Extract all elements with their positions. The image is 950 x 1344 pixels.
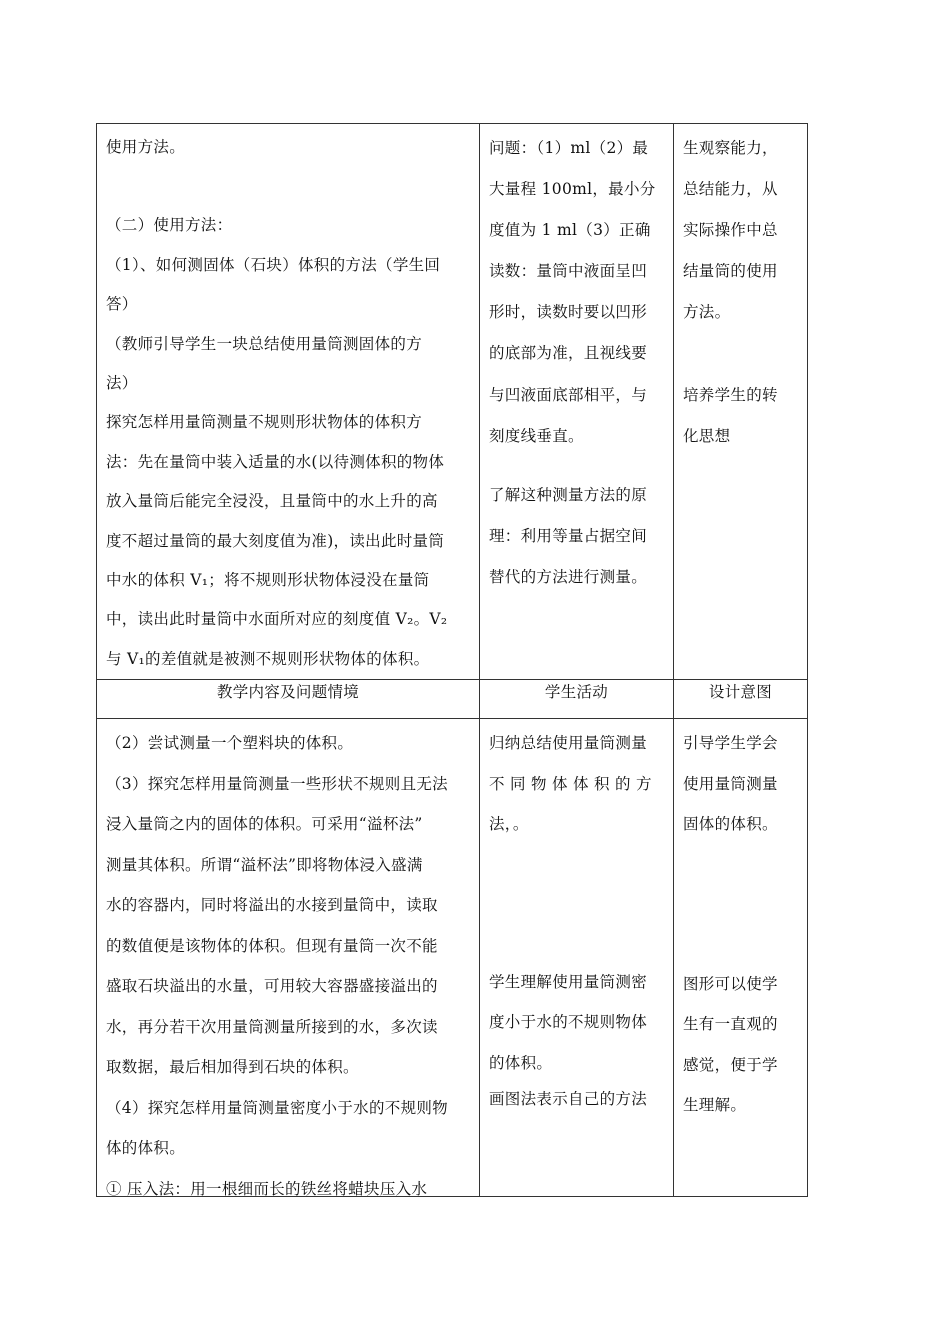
text-line: 引导学生学会: [683, 734, 778, 753]
text-line: 结量筒的使用: [683, 262, 778, 280]
text-line: 度小于水的不规则物体: [489, 1013, 648, 1032]
student-activity-cell: [480, 719, 674, 1197]
text-line: 理：利用等量占据空间: [489, 526, 648, 545]
text-line: （1）、如何测固体（石块）体积的方法（学生回: [106, 255, 441, 274]
text-line: 方法。: [683, 303, 731, 321]
text-line: 取数据，最后相加得到石块的体积。: [106, 1058, 359, 1077]
text-line: 测量其体积。所谓“溢杯法”即将物体浸入盛满: [106, 855, 423, 874]
text-line: 的数值便是该物体的体积。但现有量筒一次不能: [106, 936, 438, 955]
text-line: 答）: [106, 295, 138, 314]
text-line: 生观察能力，: [683, 139, 778, 157]
text-line: 生有一直观的: [683, 1015, 778, 1034]
text-line: 与 V₁的差值就是被测不规则形状物体的体积。: [106, 649, 430, 668]
text-line: 中，读出此时量筒中水面所对应的刻度值 V₂。V₂: [106, 610, 448, 629]
text-line: （3）探究怎样用量筒测量一些形状不规则且无法: [106, 774, 448, 793]
text-line: 归纳总结使用量筒测量: [489, 734, 648, 753]
header-teaching-content: 教学内容及问题情境: [216, 683, 360, 702]
text-line: 感觉，便于学: [683, 1055, 778, 1074]
text-line: 度值为 1 ml（3）正确: [489, 221, 651, 240]
header-design-intent: 设计意图: [708, 683, 773, 702]
text-line: （2）尝试测量一个塑料块的体积。: [106, 734, 354, 753]
design-intent-cell: [674, 124, 808, 680]
text-line: 与凹液面底部相平，与: [489, 385, 648, 404]
text-line: 浸入量筒之内的固体的体积。可采用“溢杯法”: [106, 815, 423, 834]
text-line: 度不超过量筒的最大刻度值为准)，读出此时量筒: [106, 531, 445, 550]
text-line: 法，。: [489, 815, 529, 834]
teaching-content-cell: [97, 719, 480, 1197]
lesson-plan-table: [96, 123, 808, 1197]
text-line: （二）使用方法：: [106, 216, 233, 235]
text-line: 使用量筒测量: [683, 774, 778, 793]
text-line: 图形可以使学: [683, 974, 778, 993]
text-line: 培养学生的转: [683, 386, 778, 404]
column-header: [674, 680, 808, 719]
text-line: 中水的体积 V₁；将不规则形状物体浸没在量筒: [106, 571, 430, 590]
text-line: 水，再分若干次用量筒测量所接到的水，多次读: [106, 1017, 438, 1036]
text-line: 形时，读数时要以凹形: [489, 303, 648, 322]
text-line: 的体积。: [489, 1053, 553, 1072]
column-header: [97, 680, 480, 719]
text-line: 法）: [106, 374, 138, 393]
text-line: 实际操作中总: [683, 221, 778, 239]
text-line: 大量程 100ml，最小分: [489, 180, 656, 199]
student-activity-cell: [480, 124, 674, 680]
text-line: 体的体积。: [106, 1139, 186, 1158]
text-line: 的底部为准，且视线要: [489, 344, 648, 363]
text-line: 水的容器内，同时将溢出的水接到量筒中，读取: [106, 896, 438, 915]
text-line: 刻度线垂直。: [489, 426, 584, 445]
text-line: 法：先在量筒中装入适量的水(以待测体积的物体: [106, 452, 445, 471]
text-line: 问题：（1）ml（2）最: [489, 139, 649, 157]
text-line: 化思想: [683, 427, 731, 445]
design-intent-cell: [674, 719, 808, 1197]
text-line: 读数：量筒中液面呈凹: [489, 262, 648, 281]
text-line: 使用方法。: [106, 138, 186, 156]
table-row: [97, 719, 808, 1197]
text-line: （教师引导学生一块总结使用量筒测固体的方: [106, 334, 423, 353]
text-line: 盛取石块溢出的水量，可用较大容器盛接溢出的: [106, 977, 438, 996]
column-header: [480, 680, 674, 719]
text-line: ① 压入法：用一根细而长的铁丝将蜡块压入水: [106, 1179, 428, 1197]
table-header-row: [97, 680, 808, 719]
text-line: 固体的体积。: [683, 815, 778, 834]
text-line: 不同物体体积的方: [489, 774, 658, 793]
text-line: 替代的方法进行测量。: [489, 567, 648, 586]
table-row: [97, 124, 808, 680]
text-line: 画图法表示自己的方法: [489, 1090, 648, 1109]
text-line: 放入量筒后能完全浸没，且量筒中的水上升的高: [106, 492, 438, 511]
text-line: 探究怎样用量筒测量不规则形状物体的体积方: [106, 413, 423, 432]
text-line: 生理解。: [683, 1096, 747, 1115]
teaching-content-cell: [97, 124, 480, 680]
text-line: （4）探究怎样用量筒测量密度小于水的不规则物: [106, 1098, 448, 1117]
text-line: 学生理解使用量筒测密: [489, 972, 648, 991]
header-student-activity: 学生活动: [544, 683, 609, 702]
text-line: 了解这种测量方法的原: [489, 485, 648, 504]
text-line: 总结能力，从: [683, 180, 778, 198]
